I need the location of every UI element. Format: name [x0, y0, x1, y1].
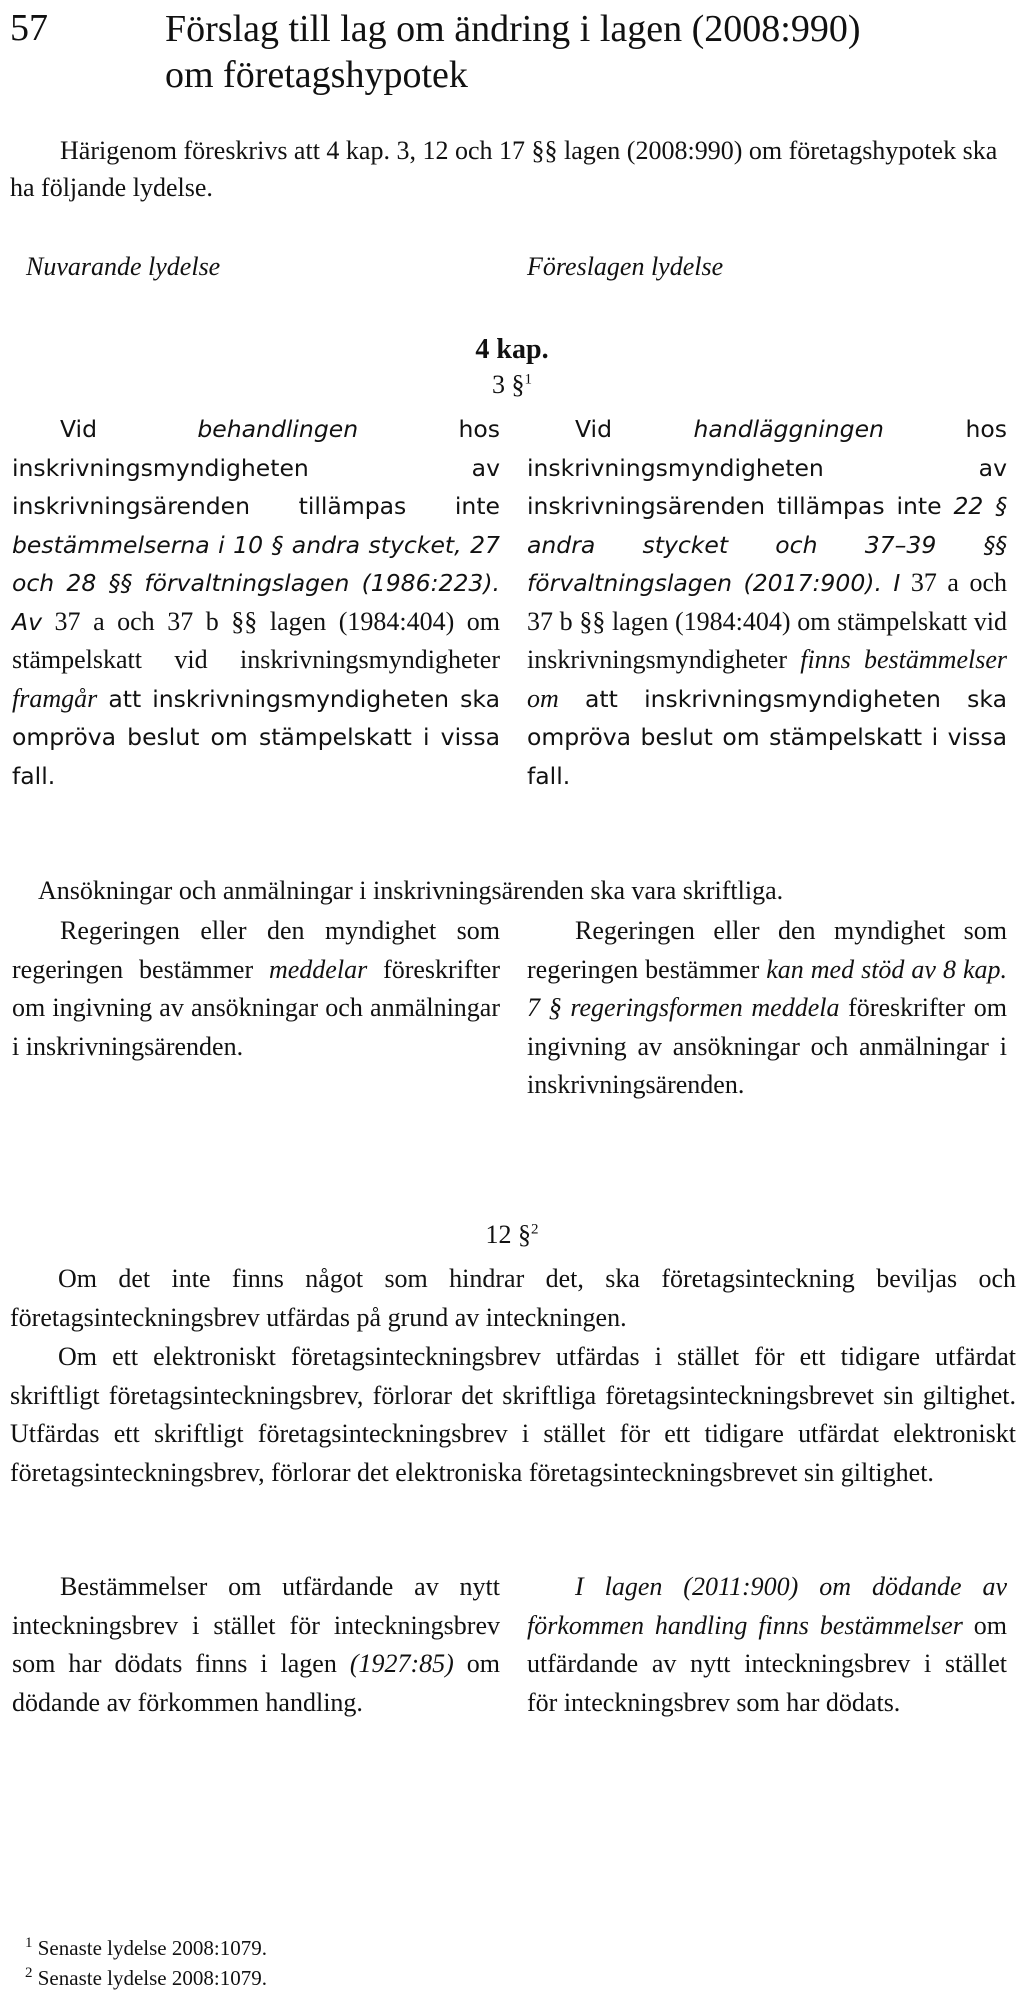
sec12-p1: Om det inte finns något som hindrar det, ska företagsinteckning beviljas och företagsinteckningsbrev utfärdas på grund av inteckningen. [10, 1264, 1016, 1332]
footnote-ref-1: 1 [524, 371, 532, 388]
document-title [165, 6, 1005, 98]
footnote-1: $^1$ Senaste lydelse 2008:1079. [25, 1935, 267, 1960]
page-number: 57 [10, 7, 48, 49]
column-header-proposed: Föreslagen lydelse [527, 252, 724, 281]
column-header-current: Nuvarande lydelse [26, 252, 221, 281]
section-12-heading [0, 1220, 1024, 1250]
intro-paragraph: Härigenom föreskrivs att 4 kap. 3, 12 och 17 §§ lagen (2008:990) om företagshypotek ska ha följande lydelse. [10, 136, 998, 202]
sec3-common-paragraph: Ansökningar och anmälningar i inskrivningsärenden ska vara skriftliga. [38, 876, 784, 905]
title-line-2: om företagshypotek [165, 54, 468, 96]
sec12-p3-current: Bestämmelser om utfärdande av nytt inteckningsbrev i stället för inteckningsbrev som har dödats finns i lagen (1927:85) om dödande av förkommen handling. [12, 1572, 500, 1717]
sec12-p3-proposed: I lagen (2011:900) om dödande av förkommen handling finns bestämmelser om utfärdande av nytt inteckningsbrev i stället för inteckningsbrev som har dödats. [527, 1572, 1007, 1717]
sec3-p1-current: Vid behandlingen hos inskrivningsmyndigheten av inskrivningsärenden tillämpas inte bestämmelserna i 10 § andra stycket, 27 och 28 §§ förvaltningslagen (1986:223). Av 37 a och 37 b §§ lagen (1984:404) om stämpelskatt vid inskrivningsmyndigheter framgår att inskrivningsmyndigheten ska ompröva beslut om stämpelskatt i vissa fall. [12, 415, 500, 790]
section-12-label: 12 § [485, 1220, 531, 1249]
footnote-ref-2: 2 [531, 1221, 539, 1238]
sec3-p3-current: Regeringen eller den myndighet som regeringen bestämmer meddelar föreskrifter om ingivning av ansökningar och anmälningar i inskrivningsärenden. [12, 916, 500, 1061]
sec12-p2: Om ett elektroniskt företagsinteckningsbrev utfärdas i stället för ett tidigare utfärdat skriftligt företagsinteckningsbrev, förlorar det skriftliga företagsinteckningsbrevet sin giltighet. Utfärdas ett skriftligt företagsinteckningsbrev i stället för ett tidigare utfärdat elektroniskt företagsinteckningsbrev, förlorar det elektroniska företagsinteckningsbrevet sin giltighet. [10, 1342, 1016, 1487]
sec3-p3-proposed: Regeringen eller den myndighet som regeringen bestämmer kan med stöd av 8 kap. 7 § regeringsformen meddela föreskrifter om ingivning av ansökningar och anmälningar i inskrivningsärenden. [527, 916, 1008, 1099]
section-3-label: 3 § [492, 370, 525, 399]
chapter-heading: 4 kap. [475, 334, 549, 365]
title-line-1: Förslag till lag om ändring i lagen (2008:990) [165, 8, 861, 50]
footnote-2: $^2$ Senaste lydelse 2008:1079. [25, 1965, 267, 1990]
sec3-p1-proposed: Vid handläggningen hos inskrivningsmyndigheten av inskrivningsärenden tillämpas inte 22 § andra stycket och 37–39 §§ förvaltningslagen (2017:900). I 37 a och 37 b §§ lagen (1984:404) om stämpelskatt vid inskrivningsmyndigheter finns bestämmelser om att inskrivningsmyndigheten ska ompröva beslut om stämpelskatt i vissa fall. [527, 415, 1007, 790]
section-3-heading [0, 370, 1024, 400]
